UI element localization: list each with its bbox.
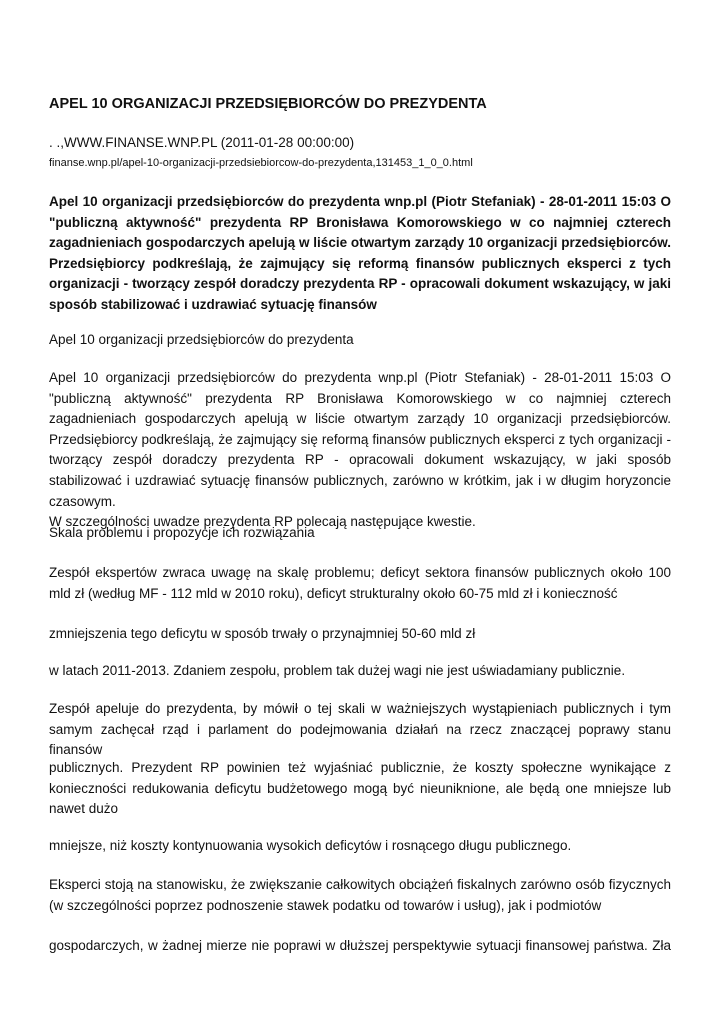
article-lead: Apel 10 organizacji przedsiębiorców do prezydenta wnp.pl (Piotr Stefaniak) - 28-01-2011 15:03 O "publiczną aktywność" prezydenta RP Bronisława Komorowskiego w co najmniej czterech zagadnieniach gospodarczych apelują w liście otwartym zarządy 10 organizacji przedsiębiorców. Przedsiębiorcy podkreślają, że zajmujący się reformą finansów publicznych eksperci z tych organizacji - tworzący zespół doradczy prezydenta RP - opracowali dokument wskazujący, w jaki sposób stabilizować i uzdrawiać sytuację finansów [49, 194, 671, 312]
paragraph-1: Zespół ekspertów zwraca uwagę na skalę problemu; deficyt sektora finansów publicznych około 100 mld zł (według MF - 112 mld w 2010 roku), deficyt strukturalny około 60-75 mld zł i konieczność [49, 565, 671, 601]
body-intro-paragraph [49, 368, 671, 533]
body-intro-last-line: W szczególności uwadze prezydenta RP polecają następujące kwestie. [49, 514, 476, 530]
article-title: APEL 10 ORGANIZACJI PRZEDSIĘBIORCÓW DO PREZYDENTA [49, 96, 487, 112]
paragraph-8: gospodarczych, w żadnej mierze nie poprawi w dłuższej perspektywie sytuacji finansowej państwa. Zła [49, 938, 671, 953]
body-intro-text: Apel 10 organizacji przedsiębiorców do prezydenta wnp.pl (Piotr Stefaniak) - 28-01-2011 15:03 O "publiczną aktywność" prezydenta RP Bronisława Komorowskiego w co najmniej czterech zagadnieniach gospodarczych apelują w liście otwartym zarządy 10 organizacji przedsiębiorców. Przedsiębiorcy podkreślają, że zajmujący się reformą finansów publicznych eksperci z tych organizacji - tworzący zespół doradczy prezydenta RP - opracowali dokument wskazujący, w jaki sposób stabilizować i uzdrawiać sytuację finansów publicznych, zarówno w krótkim, jak i w długim horyzoncie czasowym. [49, 370, 671, 509]
article-heading-repeat: Apel 10 organizacji przedsiębiorców do prezydenta [49, 332, 354, 347]
article-url: finanse.wnp.pl/apel-10-organizacji-przedsiebiorcow-do-prezydenta,131453_1_0_0.html [49, 157, 473, 169]
paragraph-7: Eksperci stoją na stanowisku, że zwiększanie całkowitych obciążeń fiskalnych zarówno osób fizycznych (w szczególności poprzez podnoszenie stawek podatku od towarów i usług), jak i podmiotów [49, 877, 671, 913]
paragraph-5: publicznych. Prezydent RP powinien też wyjaśniać publicznie, że koszty społeczne wynikające z konieczności redukowania deficytu budżetowego mogą być nieuniknione, ale będą one mniejsze lub nawet dużo [49, 760, 671, 817]
paragraph-2: zmniejszenia tego deficytu w sposób trwały o przynajmniej 50-60 mld zł [49, 626, 476, 641]
paragraph-3: w latach 2011-2013. Zdaniem zespołu, problem tak dużej wagi nie jest uświadamiany publicznie. [49, 663, 626, 678]
section-heading: Skala problemu i propozycje ich rozwiązania [49, 525, 315, 540]
article-source: . .,WWW.FINANSE.WNP.PL (2011-01-28 00:00:00) [49, 135, 355, 150]
paragraph-6: mniejsze, niż koszty kontynuowania wysokich deficytów i rosnącego długu publicznego. [49, 838, 572, 853]
paragraph-4: Zespół apeluje do prezydenta, by mówił o tej skali w ważniejszych wystąpieniach publicznych i tym samym zachęcał rząd i parlament do podejmowania działań na rzecz znaczącej poprawy stanu finansów [49, 701, 671, 758]
